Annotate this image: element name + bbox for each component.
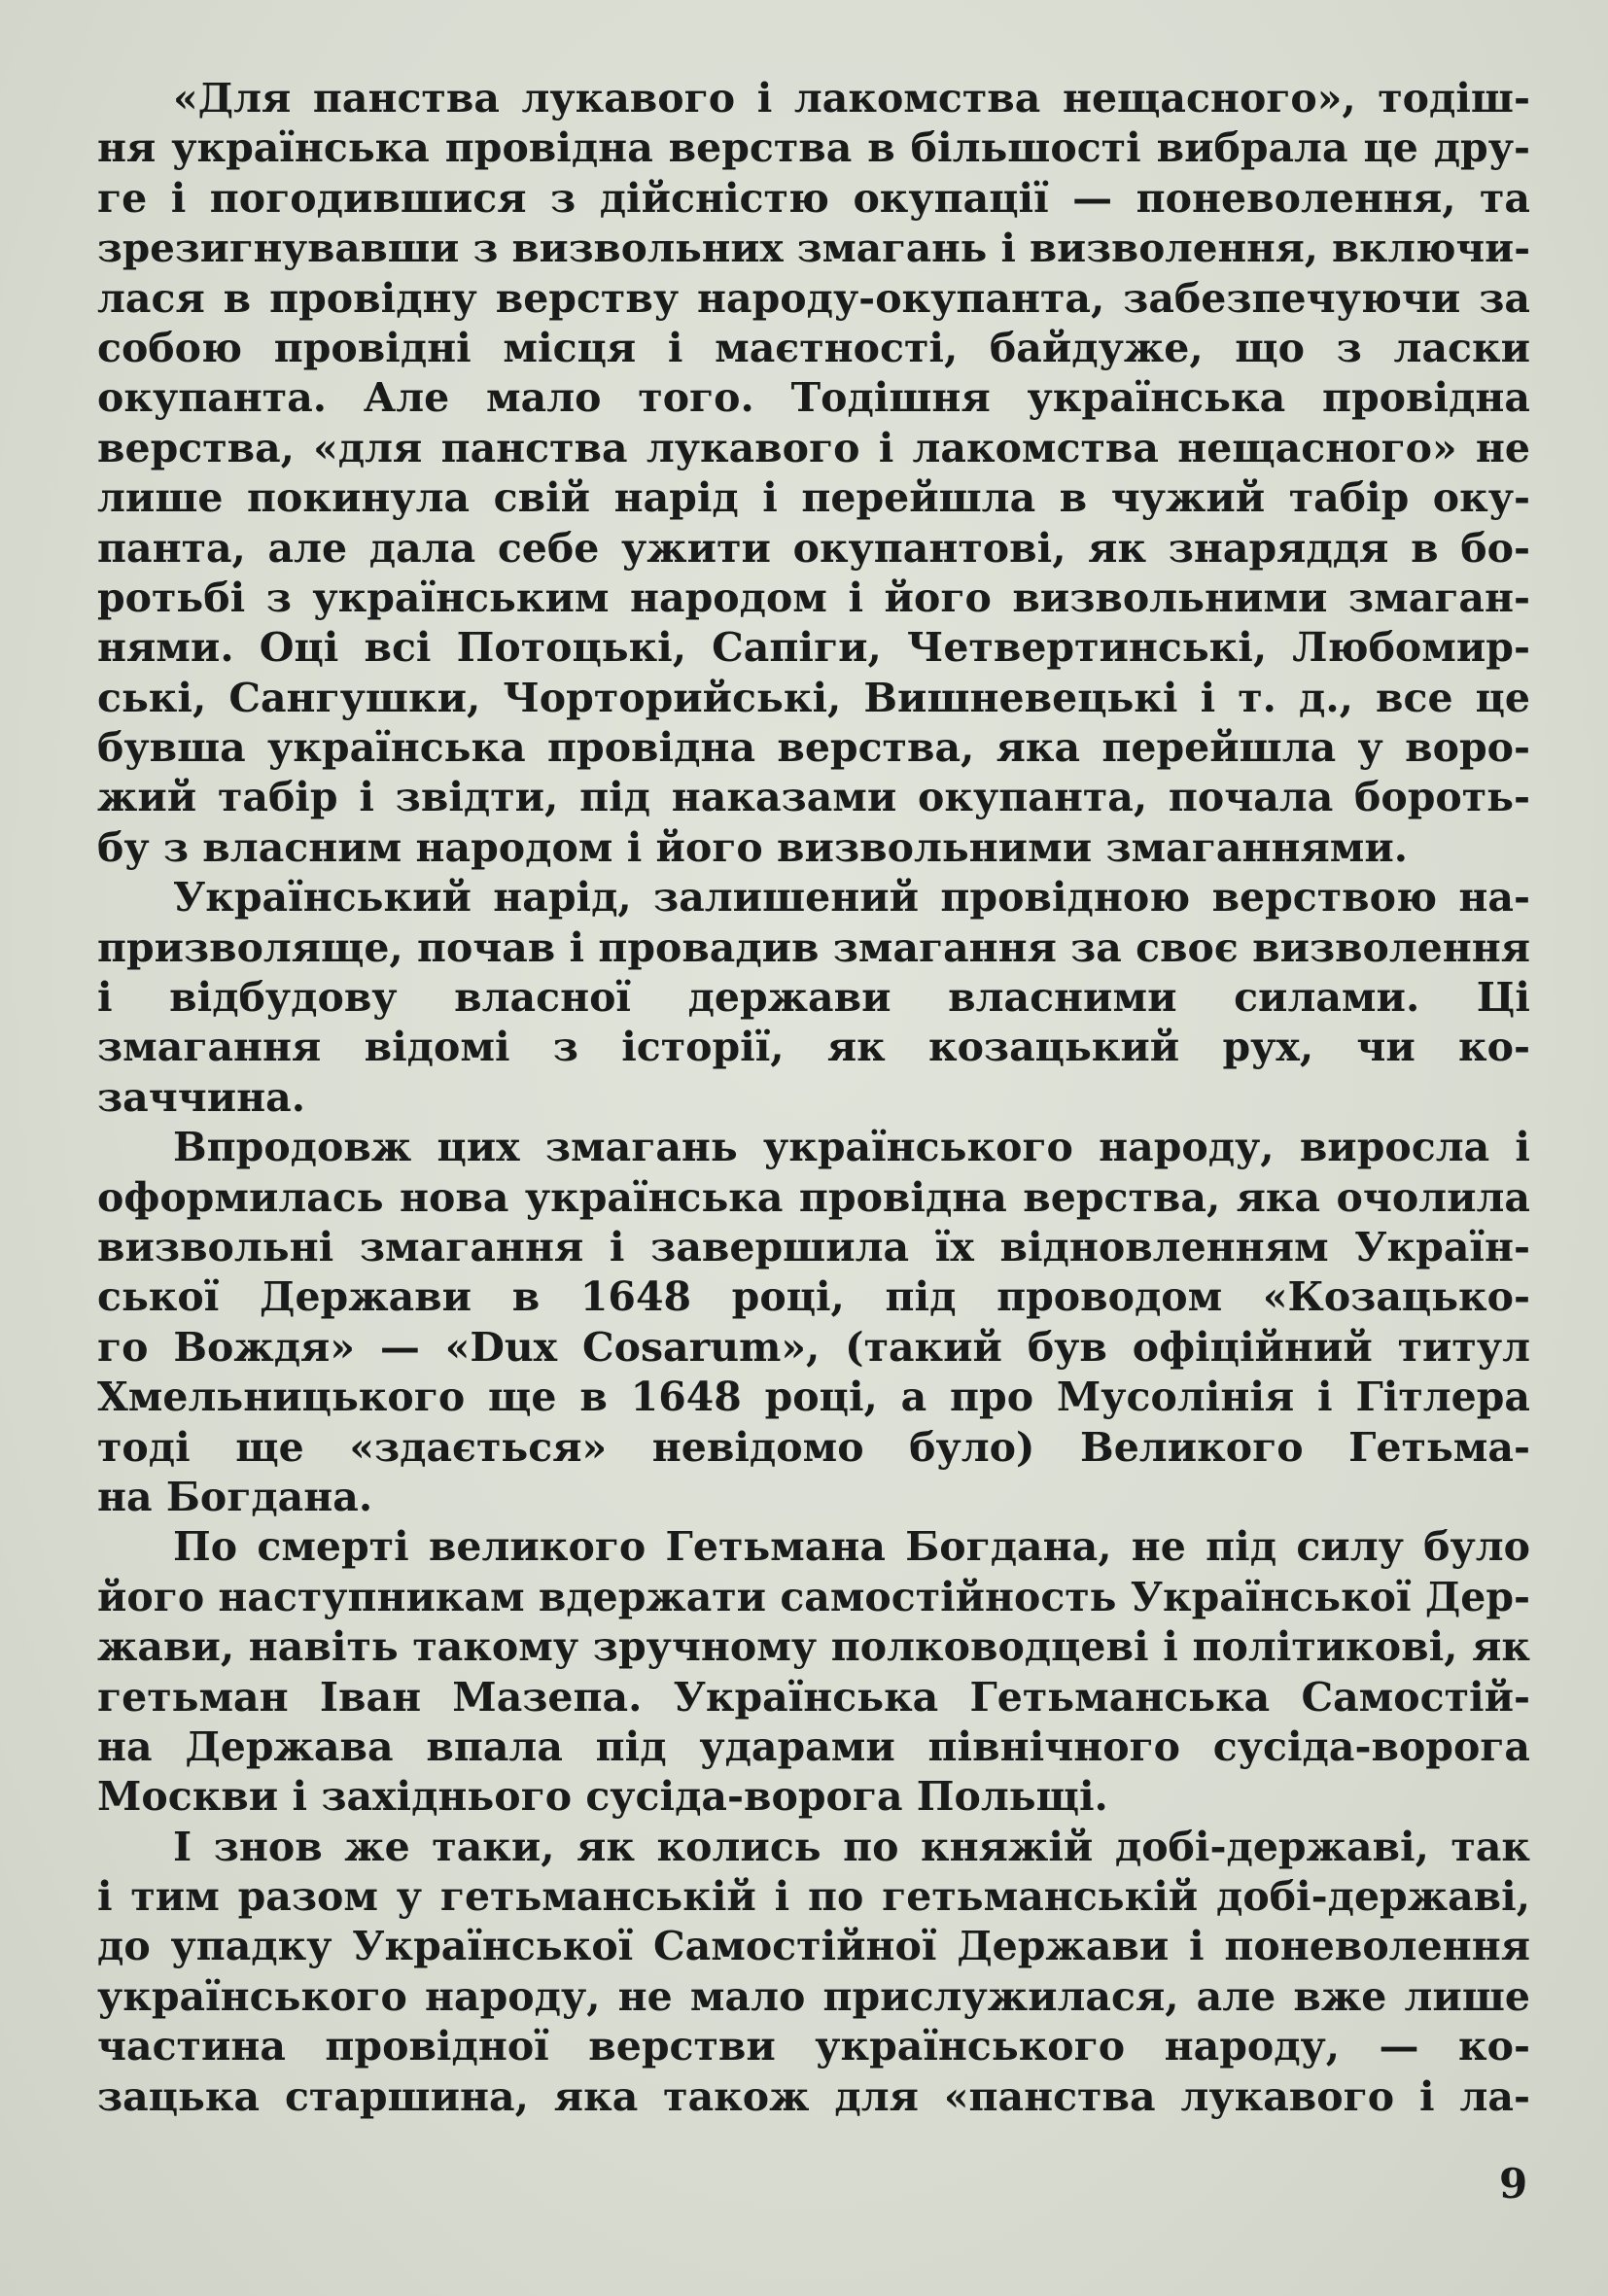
paragraph-4: [97, 1522, 1530, 1822]
text-line: І знов же таки, як колись по княжій добі-державі, так: [173, 1823, 1530, 1870]
text-line: ня українська провідна верства в більшості вибрала це дру-: [97, 124, 1530, 172]
text-line: до упадку Української Самостійної Держави і поневолення: [97, 1923, 1530, 1970]
text-line: По смерті великого Гетьмана Богдана, не під силу було: [173, 1523, 1530, 1571]
text-line: ротьбі з українським народом і його визвольними змаган-: [97, 574, 1530, 621]
body-text: [97, 74, 1530, 2122]
paragraph-3: [97, 1123, 1530, 1522]
text-line: українського народу, не мало прислужилася, але вже лише: [97, 1972, 1530, 2020]
text-line: гетьман Іван Мазепа. Українська Гетьманська Самостій-: [97, 1673, 1530, 1721]
text-line: Хмельницького ще в 1648 році, а про Мусолінія і Гітлера: [97, 1374, 1530, 1421]
paragraph-1: [97, 74, 1530, 873]
text-line: Впродовж цих змагань українського народу, виросла і: [173, 1124, 1530, 1171]
text-line: змагання відомі з історії, як козацький рух, чи ко-: [97, 1024, 1530, 1071]
text-line: ські, Сангушки, Чорторийські, Вишневецькі і т. д., все це: [97, 674, 1530, 721]
text-line: жави, навіть такому зручному полководцеві і політикові, як: [97, 1623, 1530, 1671]
text-line: і тим разом у гетьманській і по гетьманській добі-державі,: [97, 1873, 1530, 1921]
paragraph-2: [97, 873, 1530, 1123]
text-line: го Вождя» — «Dux Cosarum», (такий був офіційний титул: [97, 1323, 1530, 1371]
text-line: верства, «для панства лукавого і лакомства нещасного» не: [97, 424, 1530, 471]
text-line: лише покинула свій нарід і перейшла в чужий табір оку-: [97, 474, 1530, 522]
text-line: оформилась нова українська провідна верства, яка очолила: [97, 1173, 1530, 1221]
text-line: заччина.: [97, 1073, 306, 1121]
text-line: на Богдана.: [97, 1473, 373, 1520]
text-line: «Для панства лукавого і лакомства нещасного», тодіш-: [173, 75, 1530, 122]
text-line: частина провідної верстви українського народу, — ко-: [97, 2023, 1530, 2070]
text-line: нями. Оці всі Потоцькі, Сапіги, Четвертинські, Любомир-: [97, 624, 1530, 672]
text-line: тоді ще «здається» невідомо було) Великого Гетьма-: [97, 1423, 1530, 1471]
text-line: ської Держави в 1648 році, під проводом «Козацько-: [97, 1273, 1530, 1321]
text-line: зацька старшина, яка також для «панства лукавого і ла-: [97, 2072, 1530, 2120]
text-line: бу з власним народом і його визвольними змаганнями.: [97, 823, 1409, 871]
text-line: визвольні змагання і завершила їх відновленням Україн-: [97, 1223, 1530, 1270]
text-line: собою провідні місця і маєтності, байдуже, що з ласки: [97, 324, 1530, 371]
text-line: ге і погодившися з дійсністю окупації — поневолення, та: [97, 174, 1530, 222]
text-line: і відбудову власної держави власними силами. Ці: [97, 974, 1530, 1022]
text-line: бувша українська провідна верства, яка перейшла у воро-: [97, 724, 1530, 772]
text-line: панта, але дала себе ужити окупантові, як знаряддя в бо-: [97, 524, 1530, 572]
text-line: на Держава впала під ударами північного сусіда-ворога: [97, 1722, 1530, 1770]
text-line: жий табір і звідти, під наказами окупанта, почала бороть-: [97, 774, 1530, 821]
text-line: зрезигнувавши з визвольних змагань і визволення, включи-: [97, 225, 1530, 272]
text-line: призволяще, почав і провадив змагання за своє визволення: [97, 923, 1530, 971]
paragraph-5: [97, 1823, 1530, 2122]
text-line: Український нарід, залишений провідною верствою на-: [173, 874, 1530, 922]
text-line: лася в провідну верству народу-окупанта, забезпечуючи за: [97, 274, 1530, 322]
text-line: окупанта. Але мало того. Тодішня українська провідна: [97, 374, 1530, 422]
page-number: 9: [1499, 2160, 1528, 2208]
text-line: Москви і західнього сусіда-ворога Польщі.: [97, 1773, 1108, 1821]
text-line: його наступникам вдержати самостійность Української Дер-: [97, 1573, 1530, 1620]
